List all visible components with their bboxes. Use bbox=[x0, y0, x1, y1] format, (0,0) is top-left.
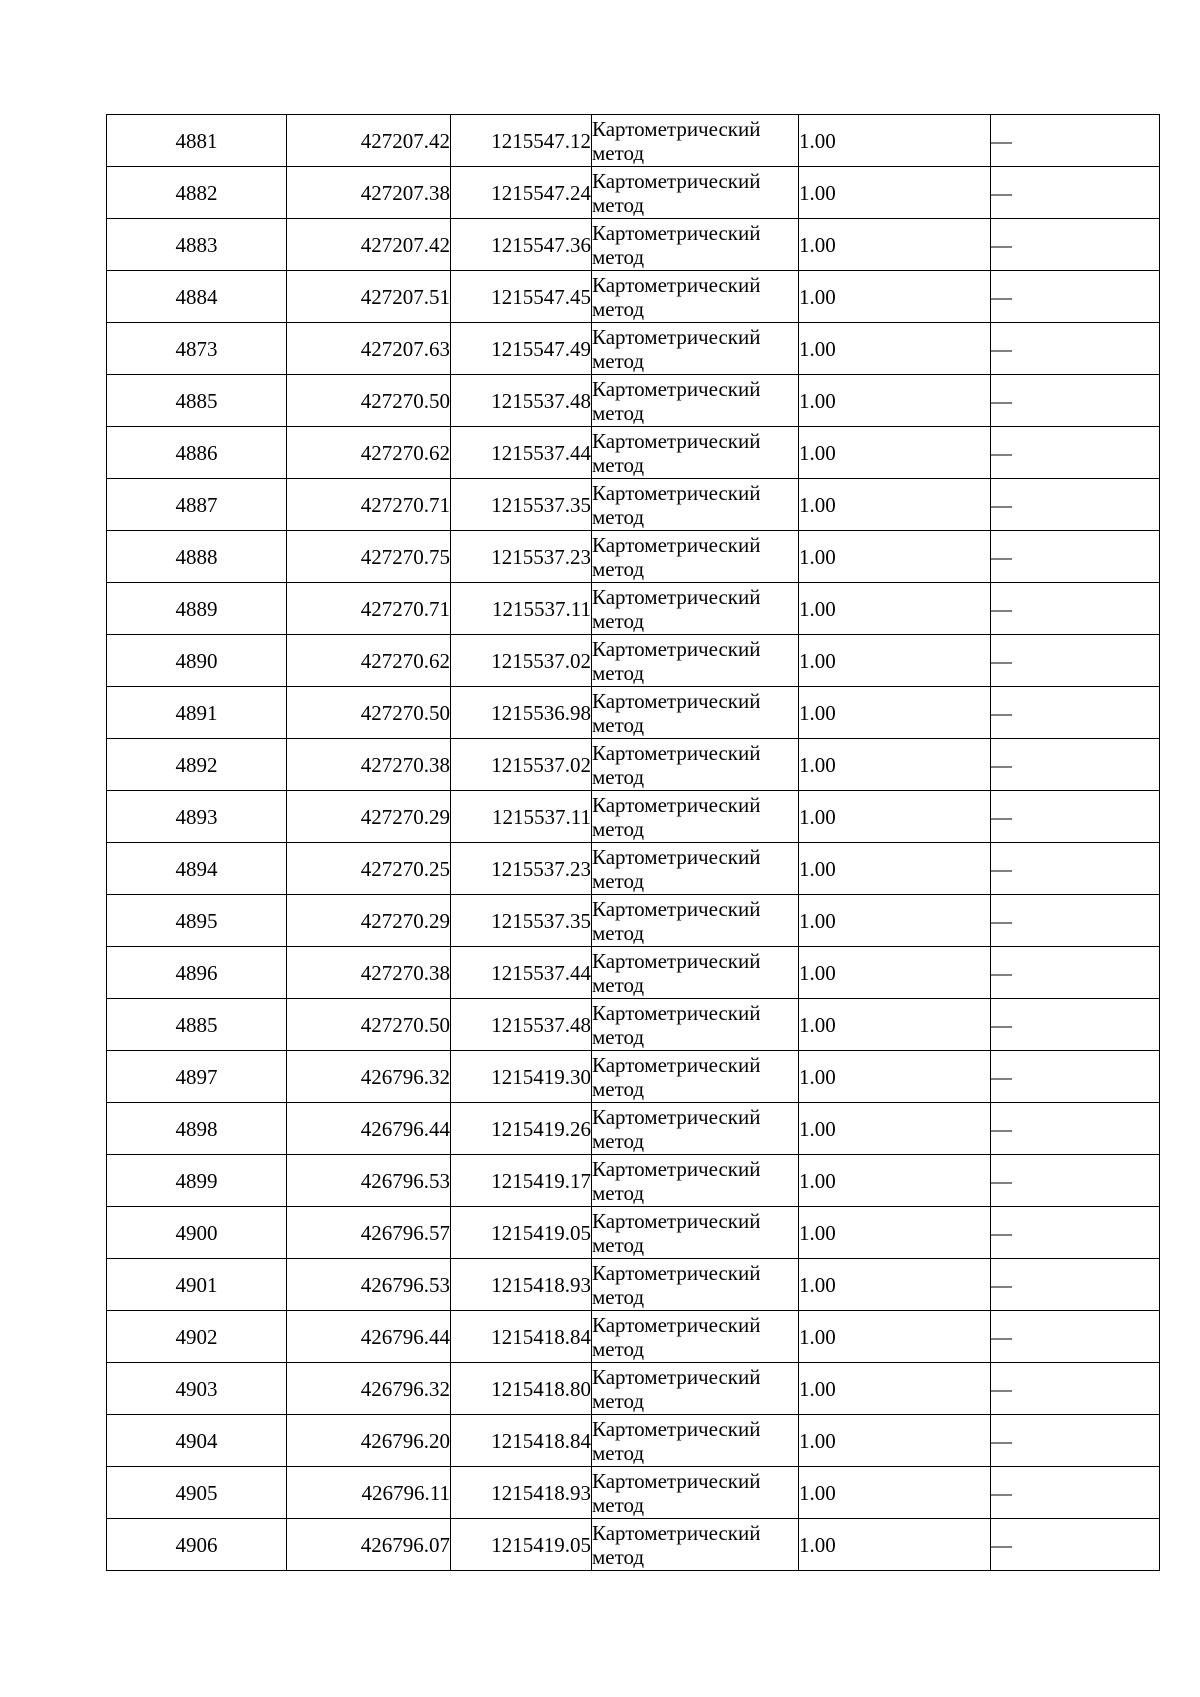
y-coordinate-cell: 1215547.36 bbox=[451, 219, 592, 271]
table-row bbox=[107, 1207, 1160, 1259]
method-line-1: Картометрический bbox=[592, 532, 761, 557]
y-coordinate-cell: 1215547.24 bbox=[451, 167, 592, 219]
x-coordinate-cell: 426796.11 bbox=[287, 1467, 451, 1519]
note-cell: — bbox=[991, 427, 1160, 479]
x-coordinate-cell: 427270.38 bbox=[287, 947, 451, 999]
method-line-1: Картометрический bbox=[592, 428, 761, 453]
method-cell bbox=[592, 1103, 799, 1155]
point-number-cell: 4902 bbox=[107, 1311, 287, 1363]
method-cell bbox=[592, 1207, 799, 1259]
accuracy-cell: 1.00 bbox=[799, 1259, 991, 1311]
note-cell: — bbox=[991, 895, 1160, 947]
x-coordinate-cell: 427207.63 bbox=[287, 323, 451, 375]
y-coordinate-cell: 1215536.98 bbox=[451, 687, 592, 739]
note-cell: — bbox=[991, 271, 1160, 323]
point-number-cell: 4901 bbox=[107, 1259, 287, 1311]
table-row bbox=[107, 1259, 1160, 1311]
point-number-cell: 4900 bbox=[107, 1207, 287, 1259]
y-coordinate-cell: 1215537.11 bbox=[451, 583, 592, 635]
x-coordinate-cell: 426796.20 bbox=[287, 1415, 451, 1467]
table-row bbox=[107, 323, 1160, 375]
method-cell bbox=[592, 999, 799, 1051]
x-coordinate-cell: 426796.53 bbox=[287, 1259, 451, 1311]
accuracy-cell: 1.00 bbox=[799, 323, 991, 375]
x-coordinate-cell: 427270.25 bbox=[287, 843, 451, 895]
y-coordinate-cell: 1215418.80 bbox=[451, 1363, 592, 1415]
method-line-1: Картометрический bbox=[592, 1520, 761, 1545]
method-line-2: метод bbox=[592, 296, 645, 321]
y-coordinate-cell: 1215537.23 bbox=[451, 531, 592, 583]
x-coordinate-cell: 426796.32 bbox=[287, 1051, 451, 1103]
accuracy-cell: 1.00 bbox=[799, 583, 991, 635]
y-coordinate-cell: 1215418.93 bbox=[451, 1467, 592, 1519]
x-coordinate-cell: 426796.57 bbox=[287, 1207, 451, 1259]
method-cell bbox=[592, 1363, 799, 1415]
method-cell bbox=[592, 947, 799, 999]
method-line-1: Картометрический bbox=[592, 168, 761, 193]
accuracy-cell: 1.00 bbox=[799, 1311, 991, 1363]
method-cell bbox=[592, 323, 799, 375]
table-row bbox=[107, 687, 1160, 739]
accuracy-cell: 1.00 bbox=[799, 1155, 991, 1207]
note-cell: — bbox=[991, 843, 1160, 895]
y-coordinate-cell: 1215547.49 bbox=[451, 323, 592, 375]
table-row bbox=[107, 1311, 1160, 1363]
method-line-1: Картометрический bbox=[592, 740, 761, 765]
method-line-2: метод bbox=[592, 660, 645, 685]
method-line-1: Картометрический bbox=[592, 1364, 761, 1389]
point-number-cell: 4898 bbox=[107, 1103, 287, 1155]
note-cell: — bbox=[991, 1415, 1160, 1467]
point-number-cell: 4888 bbox=[107, 531, 287, 583]
method-line-2: метод bbox=[592, 1024, 645, 1049]
method-line-1: Картометрический bbox=[592, 1416, 761, 1441]
y-coordinate-cell: 1215547.12 bbox=[451, 115, 592, 167]
table-row bbox=[107, 219, 1160, 271]
accuracy-cell: 1.00 bbox=[799, 115, 991, 167]
method-cell bbox=[592, 843, 799, 895]
method-line-1: Картометрический bbox=[592, 1156, 761, 1181]
point-number-cell: 4897 bbox=[107, 1051, 287, 1103]
y-coordinate-cell: 1215418.84 bbox=[451, 1311, 592, 1363]
x-coordinate-cell: 426796.44 bbox=[287, 1311, 451, 1363]
method-line-1: Картометрический bbox=[592, 1208, 761, 1233]
method-line-1: Картометрический bbox=[592, 1312, 761, 1337]
y-coordinate-cell: 1215537.35 bbox=[451, 895, 592, 947]
method-cell bbox=[592, 791, 799, 843]
x-coordinate-cell: 426796.53 bbox=[287, 1155, 451, 1207]
point-number-cell: 4886 bbox=[107, 427, 287, 479]
y-coordinate-cell: 1215537.02 bbox=[451, 635, 592, 687]
note-cell: — bbox=[991, 791, 1160, 843]
method-line-1: Картометрический bbox=[592, 1260, 761, 1285]
method-line-2: метод bbox=[592, 1388, 645, 1413]
accuracy-cell: 1.00 bbox=[799, 271, 991, 323]
method-line-2: метод bbox=[592, 1232, 645, 1257]
table-row bbox=[107, 1415, 1160, 1467]
note-cell: — bbox=[991, 1519, 1160, 1571]
note-cell: — bbox=[991, 1259, 1160, 1311]
note-cell: — bbox=[991, 739, 1160, 791]
method-line-2: метод bbox=[592, 244, 645, 269]
table-row bbox=[107, 427, 1160, 479]
note-cell: — bbox=[991, 115, 1160, 167]
point-number-cell: 4903 bbox=[107, 1363, 287, 1415]
point-number-cell: 4890 bbox=[107, 635, 287, 687]
y-coordinate-cell: 1215419.05 bbox=[451, 1519, 592, 1571]
method-line-1: Картометрический bbox=[592, 636, 761, 661]
note-cell: — bbox=[991, 1103, 1160, 1155]
method-line-2: метод bbox=[592, 1076, 645, 1101]
y-coordinate-cell: 1215537.23 bbox=[451, 843, 592, 895]
point-number-cell: 4891 bbox=[107, 687, 287, 739]
method-line-2: метод bbox=[592, 140, 645, 165]
method-cell bbox=[592, 219, 799, 271]
accuracy-cell: 1.00 bbox=[799, 895, 991, 947]
method-cell bbox=[592, 271, 799, 323]
note-cell: — bbox=[991, 635, 1160, 687]
table-row bbox=[107, 999, 1160, 1051]
accuracy-cell: 1.00 bbox=[799, 1207, 991, 1259]
accuracy-cell: 1.00 bbox=[799, 1415, 991, 1467]
method-cell bbox=[592, 1051, 799, 1103]
accuracy-cell: 1.00 bbox=[799, 635, 991, 687]
method-line-1: Картометрический bbox=[592, 688, 761, 713]
method-cell bbox=[592, 167, 799, 219]
method-cell bbox=[592, 687, 799, 739]
method-line-2: метод bbox=[592, 712, 645, 737]
point-number-cell: 4885 bbox=[107, 999, 287, 1051]
y-coordinate-cell: 1215547.45 bbox=[451, 271, 592, 323]
point-number-cell: 4883 bbox=[107, 219, 287, 271]
method-line-1: Картометрический bbox=[592, 324, 761, 349]
table-row bbox=[107, 375, 1160, 427]
point-number-cell: 4904 bbox=[107, 1415, 287, 1467]
note-cell: — bbox=[991, 1155, 1160, 1207]
method-line-2: метод bbox=[592, 1180, 645, 1205]
method-line-2: метод bbox=[592, 1336, 645, 1361]
accuracy-cell: 1.00 bbox=[799, 1051, 991, 1103]
y-coordinate-cell: 1215537.11 bbox=[451, 791, 592, 843]
x-coordinate-cell: 427207.51 bbox=[287, 271, 451, 323]
method-line-1: Картометрический bbox=[592, 1468, 761, 1493]
y-coordinate-cell: 1215419.17 bbox=[451, 1155, 592, 1207]
note-cell: — bbox=[991, 1467, 1160, 1519]
method-cell bbox=[592, 115, 799, 167]
method-cell bbox=[592, 1155, 799, 1207]
x-coordinate-cell: 427270.29 bbox=[287, 895, 451, 947]
method-line-1: Картометрический bbox=[592, 792, 761, 817]
method-cell bbox=[592, 1311, 799, 1363]
coordinates-table-body bbox=[107, 115, 1160, 1571]
method-line-2: метод bbox=[592, 816, 645, 841]
method-cell bbox=[592, 479, 799, 531]
note-cell: — bbox=[991, 219, 1160, 271]
accuracy-cell: 1.00 bbox=[799, 1363, 991, 1415]
table-row bbox=[107, 271, 1160, 323]
table-row bbox=[107, 479, 1160, 531]
x-coordinate-cell: 427270.38 bbox=[287, 739, 451, 791]
table-row bbox=[107, 1363, 1160, 1415]
accuracy-cell: 1.00 bbox=[799, 1103, 991, 1155]
note-cell: — bbox=[991, 687, 1160, 739]
point-number-cell: 4882 bbox=[107, 167, 287, 219]
method-line-2: метод bbox=[592, 1440, 645, 1465]
method-line-1: Картометрический bbox=[592, 1052, 761, 1077]
table-row bbox=[107, 1467, 1160, 1519]
accuracy-cell: 1.00 bbox=[799, 219, 991, 271]
x-coordinate-cell: 427270.71 bbox=[287, 583, 451, 635]
method-cell bbox=[592, 1519, 799, 1571]
note-cell: — bbox=[991, 323, 1160, 375]
method-cell bbox=[592, 1259, 799, 1311]
point-number-cell: 4895 bbox=[107, 895, 287, 947]
x-coordinate-cell: 427270.50 bbox=[287, 687, 451, 739]
method-cell bbox=[592, 375, 799, 427]
note-cell: — bbox=[991, 999, 1160, 1051]
method-line-2: метод bbox=[592, 556, 645, 581]
method-cell bbox=[592, 531, 799, 583]
point-number-cell: 4905 bbox=[107, 1467, 287, 1519]
method-line-1: Картометрический bbox=[592, 844, 761, 869]
x-coordinate-cell: 426796.44 bbox=[287, 1103, 451, 1155]
point-number-cell: 4896 bbox=[107, 947, 287, 999]
table-row bbox=[107, 739, 1160, 791]
accuracy-cell: 1.00 bbox=[799, 739, 991, 791]
point-number-cell: 4884 bbox=[107, 271, 287, 323]
table-row bbox=[107, 1103, 1160, 1155]
accuracy-cell: 1.00 bbox=[799, 479, 991, 531]
y-coordinate-cell: 1215537.44 bbox=[451, 947, 592, 999]
accuracy-cell: 1.00 bbox=[799, 167, 991, 219]
method-line-2: метод bbox=[592, 192, 645, 217]
method-line-1: Картометрический bbox=[592, 220, 761, 245]
note-cell: — bbox=[991, 375, 1160, 427]
y-coordinate-cell: 1215537.44 bbox=[451, 427, 592, 479]
method-line-2: метод bbox=[592, 400, 645, 425]
accuracy-cell: 1.00 bbox=[799, 1467, 991, 1519]
coordinates-table bbox=[106, 114, 1160, 1571]
method-line-2: метод bbox=[592, 764, 645, 789]
method-cell bbox=[592, 583, 799, 635]
table-row bbox=[107, 947, 1160, 999]
note-cell: — bbox=[991, 531, 1160, 583]
accuracy-cell: 1.00 bbox=[799, 843, 991, 895]
accuracy-cell: 1.00 bbox=[799, 999, 991, 1051]
point-number-cell: 4887 bbox=[107, 479, 287, 531]
note-cell: — bbox=[991, 1051, 1160, 1103]
method-line-2: метод bbox=[592, 1544, 645, 1569]
x-coordinate-cell: 427207.38 bbox=[287, 167, 451, 219]
point-number-cell: 4885 bbox=[107, 375, 287, 427]
table-row bbox=[107, 635, 1160, 687]
method-line-2: метод bbox=[592, 920, 645, 945]
table-row bbox=[107, 843, 1160, 895]
method-line-1: Картометрический bbox=[592, 948, 761, 973]
method-cell bbox=[592, 427, 799, 479]
method-line-1: Картометрический bbox=[592, 480, 761, 505]
y-coordinate-cell: 1215537.35 bbox=[451, 479, 592, 531]
method-line-2: метод bbox=[592, 1284, 645, 1309]
accuracy-cell: 1.00 bbox=[799, 1519, 991, 1571]
accuracy-cell: 1.00 bbox=[799, 687, 991, 739]
method-line-2: метод bbox=[592, 608, 645, 633]
method-line-1: Картометрический bbox=[592, 1104, 761, 1129]
x-coordinate-cell: 427270.50 bbox=[287, 999, 451, 1051]
point-number-cell: 4892 bbox=[107, 739, 287, 791]
method-cell bbox=[592, 739, 799, 791]
point-number-cell: 4906 bbox=[107, 1519, 287, 1571]
table-row bbox=[107, 583, 1160, 635]
method-line-1: Картометрический bbox=[592, 896, 761, 921]
y-coordinate-cell: 1215418.93 bbox=[451, 1259, 592, 1311]
method-line-2: метод bbox=[592, 868, 645, 893]
table-row bbox=[107, 167, 1160, 219]
point-number-cell: 4889 bbox=[107, 583, 287, 635]
table-row bbox=[107, 791, 1160, 843]
x-coordinate-cell: 427270.75 bbox=[287, 531, 451, 583]
table-row bbox=[107, 115, 1160, 167]
y-coordinate-cell: 1215419.05 bbox=[451, 1207, 592, 1259]
method-line-1: Картометрический bbox=[592, 116, 761, 141]
note-cell: — bbox=[991, 583, 1160, 635]
accuracy-cell: 1.00 bbox=[799, 947, 991, 999]
y-coordinate-cell: 1215537.02 bbox=[451, 739, 592, 791]
method-line-1: Картометрический bbox=[592, 1000, 761, 1025]
method-line-2: метод bbox=[592, 504, 645, 529]
y-coordinate-cell: 1215537.48 bbox=[451, 375, 592, 427]
y-coordinate-cell: 1215419.30 bbox=[451, 1051, 592, 1103]
x-coordinate-cell: 427270.50 bbox=[287, 375, 451, 427]
point-number-cell: 4893 bbox=[107, 791, 287, 843]
point-number-cell: 4881 bbox=[107, 115, 287, 167]
point-number-cell: 4873 bbox=[107, 323, 287, 375]
method-line-1: Картометрический bbox=[592, 376, 761, 401]
y-coordinate-cell: 1215418.84 bbox=[451, 1415, 592, 1467]
table-row bbox=[107, 1155, 1160, 1207]
method-cell bbox=[592, 635, 799, 687]
note-cell: — bbox=[991, 167, 1160, 219]
note-cell: — bbox=[991, 1207, 1160, 1259]
x-coordinate-cell: 427270.62 bbox=[287, 635, 451, 687]
accuracy-cell: 1.00 bbox=[799, 427, 991, 479]
accuracy-cell: 1.00 bbox=[799, 375, 991, 427]
method-line-1: Картометрический bbox=[592, 584, 761, 609]
x-coordinate-cell: 427207.42 bbox=[287, 219, 451, 271]
point-number-cell: 4894 bbox=[107, 843, 287, 895]
method-line-2: метод bbox=[592, 1492, 645, 1517]
note-cell: — bbox=[991, 1311, 1160, 1363]
x-coordinate-cell: 427207.42 bbox=[287, 115, 451, 167]
x-coordinate-cell: 427270.62 bbox=[287, 427, 451, 479]
y-coordinate-cell: 1215537.48 bbox=[451, 999, 592, 1051]
note-cell: — bbox=[991, 479, 1160, 531]
point-number-cell: 4899 bbox=[107, 1155, 287, 1207]
method-cell bbox=[592, 1467, 799, 1519]
x-coordinate-cell: 426796.32 bbox=[287, 1363, 451, 1415]
table-row bbox=[107, 531, 1160, 583]
method-line-2: метод bbox=[592, 1128, 645, 1153]
x-coordinate-cell: 427270.29 bbox=[287, 791, 451, 843]
table-row bbox=[107, 895, 1160, 947]
method-cell bbox=[592, 1415, 799, 1467]
method-line-2: метод bbox=[592, 348, 645, 373]
table-row bbox=[107, 1519, 1160, 1571]
method-line-2: метод bbox=[592, 972, 645, 997]
method-line-2: метод bbox=[592, 452, 645, 477]
x-coordinate-cell: 427270.71 bbox=[287, 479, 451, 531]
x-coordinate-cell: 426796.07 bbox=[287, 1519, 451, 1571]
y-coordinate-cell: 1215419.26 bbox=[451, 1103, 592, 1155]
note-cell: — bbox=[991, 1363, 1160, 1415]
table-row bbox=[107, 1051, 1160, 1103]
method-cell bbox=[592, 895, 799, 947]
note-cell: — bbox=[991, 947, 1160, 999]
accuracy-cell: 1.00 bbox=[799, 531, 991, 583]
method-line-1: Картометрический bbox=[592, 272, 761, 297]
accuracy-cell: 1.00 bbox=[799, 791, 991, 843]
